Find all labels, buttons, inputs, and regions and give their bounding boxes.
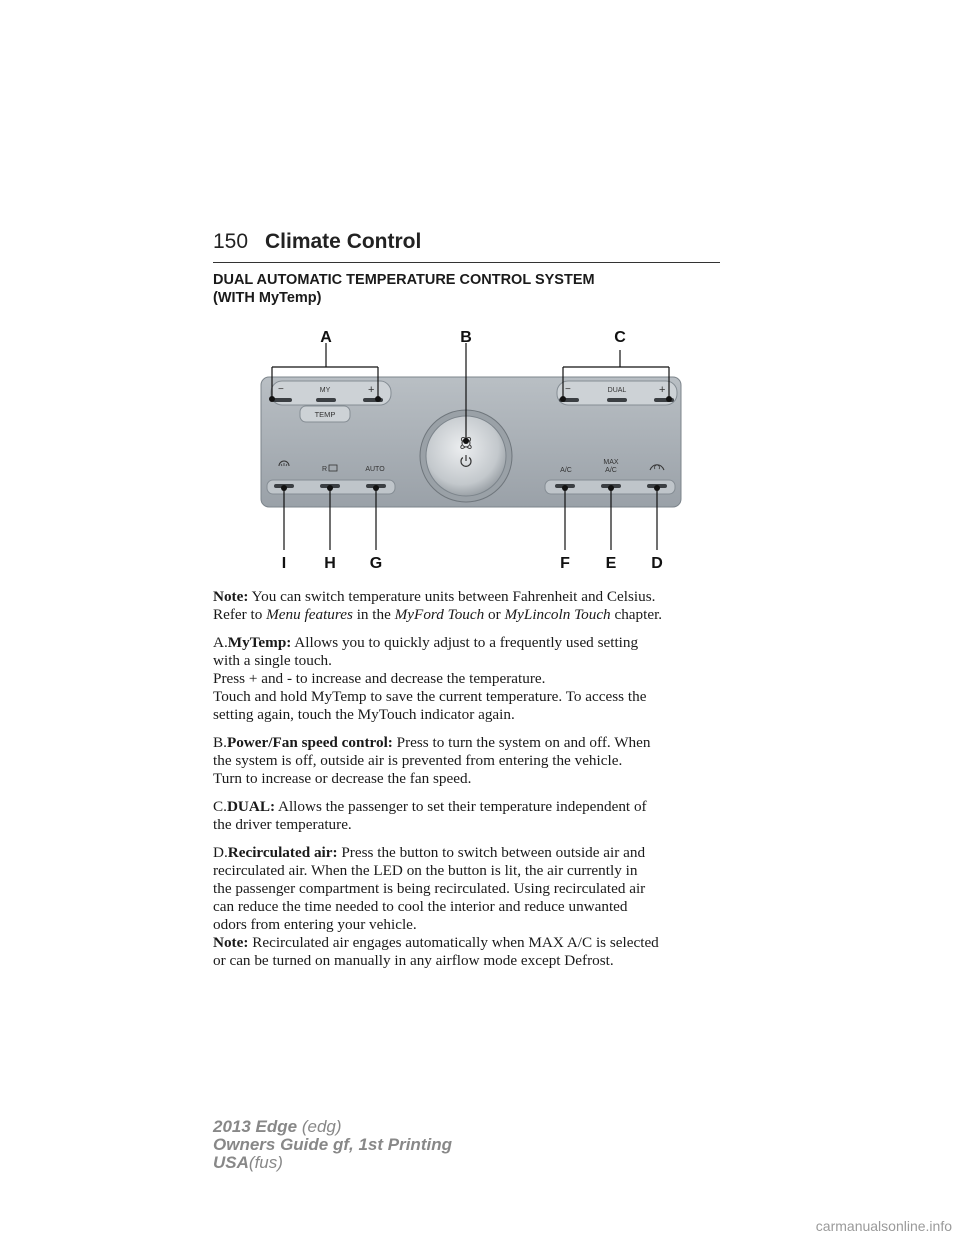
callout-f: F (560, 555, 570, 572)
temp-label: TEMP (314, 410, 336, 419)
note-units (213, 588, 728, 624)
footer-model: 2013 Edge (213, 1117, 298, 1136)
callout-a: A (320, 330, 332, 346)
page-number: 150 (213, 230, 249, 253)
ac-label: A/C (560, 467, 572, 474)
section-title-line1: DUAL AUTOMATIC TEMPERATURE CONTROL SYSTEM (213, 272, 595, 288)
item-text: odors from entering your vehicle. (213, 916, 417, 933)
footer-line3 (213, 1154, 452, 1172)
callout-c: C (614, 330, 626, 346)
temp-plus-label: + (368, 384, 375, 396)
page-footer (213, 1118, 452, 1172)
dual-label: DUAL (607, 387, 627, 394)
item-text: Turn to increase or decrease the fan speed. (213, 770, 472, 787)
item-letter: A. (213, 634, 228, 651)
my-temp-button[interactable] (316, 398, 336, 402)
note-text: Recirculated air engages automatically when MAX A/C is selected (252, 934, 659, 951)
callout-i: I (281, 555, 287, 572)
callout-e: E (605, 555, 617, 572)
dual-minus-label: − (565, 384, 571, 395)
climate-control-panel-figure (255, 330, 695, 575)
recirc-r-label: R (322, 466, 328, 473)
note-text: or can be turned on manually in any airflow mode except Defrost. (213, 952, 614, 969)
link-menu-features: Menu features (266, 606, 353, 623)
footer-model-code: (edg) (301, 1117, 342, 1136)
note-text: chapter. (610, 606, 663, 623)
item-text: the passenger compartment is being recirculated. Using recirculated air (213, 880, 646, 897)
item-text: Press the button to switch between outside air and (337, 844, 646, 861)
item-label: Power/Fan speed control: (226, 734, 393, 751)
body-content (213, 588, 728, 980)
item-letter: B. (213, 734, 227, 751)
note-text: You can switch temperature units between Fahrenheit and Celsius. (251, 588, 656, 605)
item-text: recirculated air. When the LED on the button is lit, the air currently in (213, 862, 638, 879)
callout-d: D (651, 555, 663, 572)
item-text: Allows you to quickly adjust to a frequently used setting (291, 634, 639, 651)
item-label: MyTemp: (227, 634, 292, 651)
callout-h: H (324, 555, 336, 572)
item-letter: C. (213, 798, 227, 815)
dual-plus-label: + (659, 384, 666, 396)
callout-b: B (460, 330, 472, 346)
item-text: Press + and - to increase and decrease the temperature. (213, 670, 546, 687)
item-text: Touch and hold MyTemp to save the current temperature. To access the (213, 688, 647, 705)
item-text: Press to turn the system on and off. When (392, 734, 651, 751)
temp-minus-label: − (278, 384, 284, 395)
chapter-title: Climate Control (265, 230, 422, 253)
max-ac-label: A/C (605, 467, 617, 474)
callout-g: G (369, 555, 383, 572)
section-title-line2: (WITH MyTemp) (213, 290, 322, 306)
item-text: the driver temperature. (213, 816, 352, 833)
item-a-mytemp (213, 634, 728, 724)
footer-region: USA (213, 1153, 249, 1172)
item-letter: D. (213, 844, 228, 861)
temp-minus-button[interactable] (272, 398, 292, 402)
link-mylincoln-touch: MyLincoln Touch (504, 606, 611, 623)
note-recirculated (213, 934, 728, 970)
item-c-dual (213, 798, 728, 834)
my-label: MY (319, 387, 331, 394)
section-title (213, 271, 733, 307)
footer-region-code: (fus) (248, 1153, 283, 1172)
auto-label: AUTO (365, 466, 385, 473)
note-text: Refer to (213, 606, 267, 623)
item-text: setting again, touch the MyTouch indicator again. (213, 706, 515, 723)
item-text: can reduce the time needed to cool the interior and reduce unwanted (213, 898, 628, 915)
item-b-power-fan (213, 734, 728, 788)
page-header (213, 230, 720, 263)
footer-guide: Owners Guide gf, 1st Printing (213, 1135, 452, 1154)
note-label: Note: (213, 588, 249, 605)
watermark: carmanualsonline.info (815, 1218, 952, 1234)
footer-line1 (213, 1118, 452, 1136)
item-d-recirculated-air (213, 844, 728, 934)
note-label: Note: (213, 934, 249, 951)
item-label: Recirculated air: (227, 844, 338, 861)
item-label: DUAL: (226, 798, 276, 815)
footer-line2 (213, 1136, 452, 1154)
note-text: in the (352, 606, 395, 623)
item-text: with a single touch. (213, 652, 332, 669)
item-text: Allows the passenger to set their temperature independent of (275, 798, 647, 815)
max-label: MAX (603, 459, 619, 466)
link-myford-touch: MyFord Touch (394, 606, 485, 623)
note-text: or (484, 606, 505, 623)
dual-button[interactable] (607, 398, 627, 402)
item-text: the system is off, outside air is prevented from entering the vehicle. (213, 752, 623, 769)
